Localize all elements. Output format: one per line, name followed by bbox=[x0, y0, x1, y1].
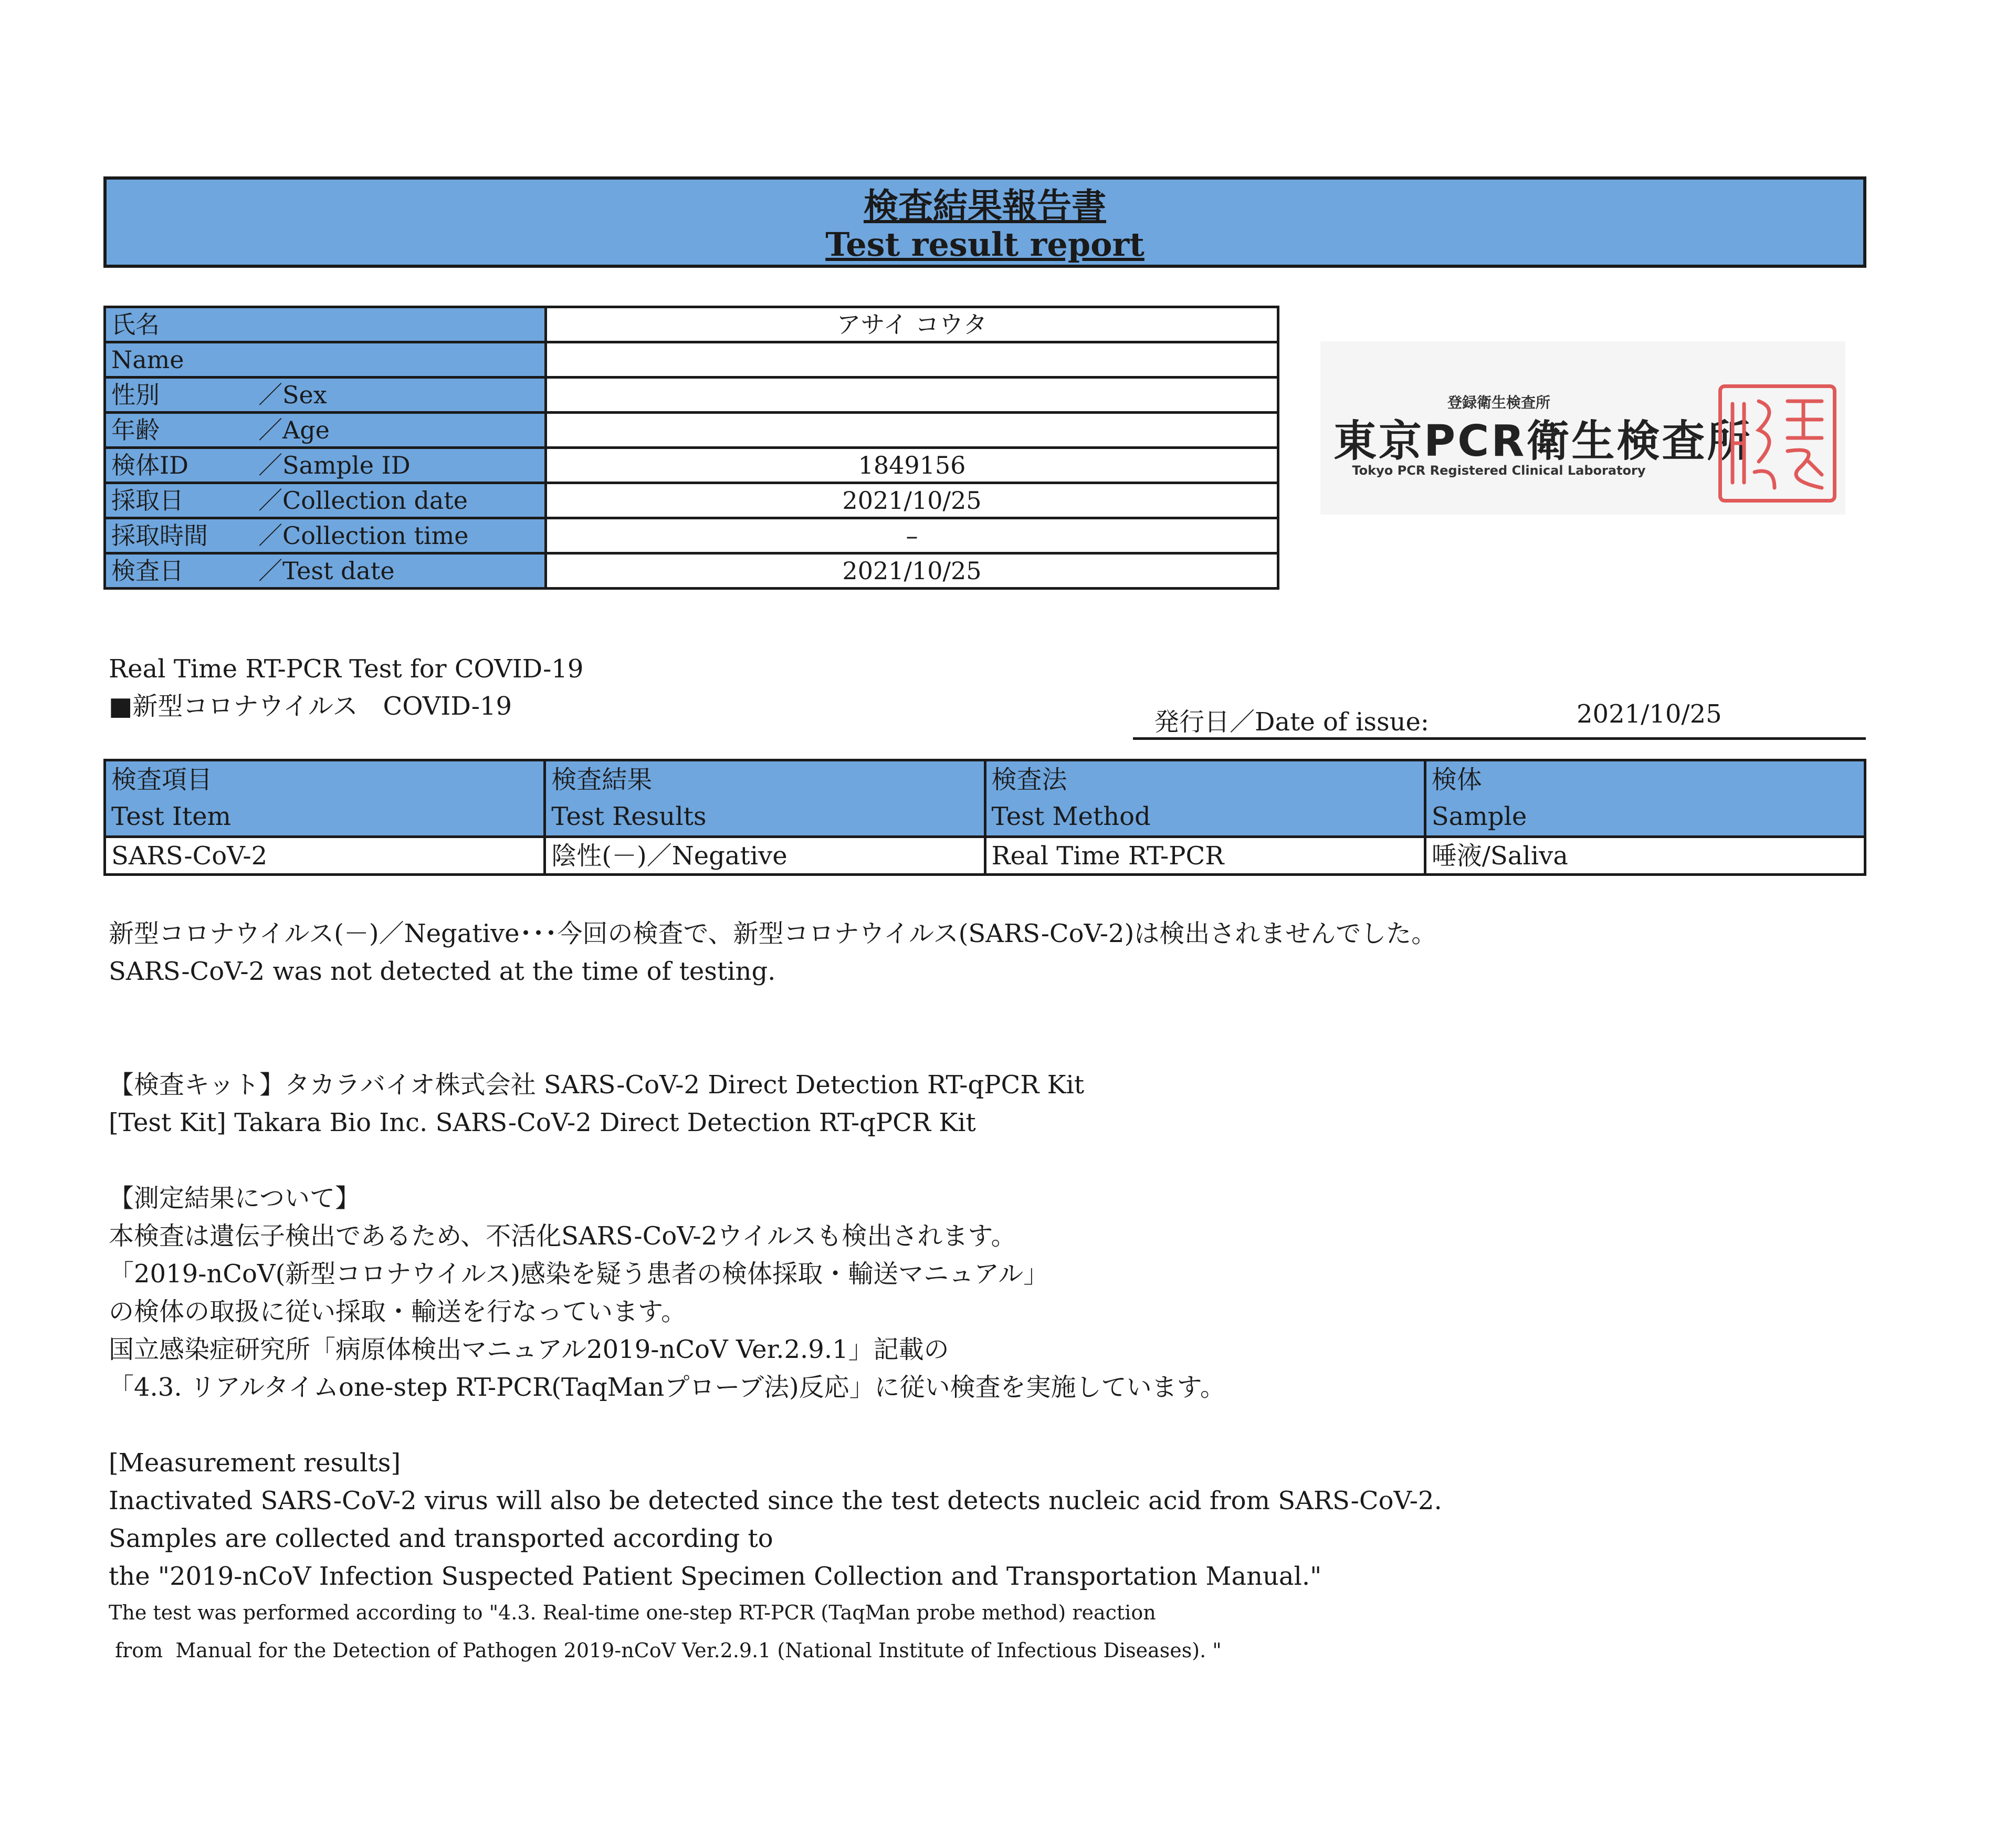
report-title-jp: 検査結果報告書 bbox=[864, 185, 1106, 226]
info-row-age bbox=[105, 413, 1278, 448]
info-row-test-date bbox=[105, 553, 1278, 589]
measurement-line-en: Samples are collected and transported according to bbox=[109, 1524, 773, 1553]
lab-logo-name: 東京PCR衛生検査所 bbox=[1334, 416, 1752, 466]
test-kit-en: [Test Kit] Takara Bio Inc. SARS-CoV-2 Direct Detection RT-qPCR Kit bbox=[109, 1108, 976, 1137]
lab-logo-small-text: 登録衛生検査所 bbox=[1447, 394, 1550, 411]
header-test-results: 検査結果 Test Results bbox=[545, 760, 985, 837]
header-sample: 検体 Sample bbox=[1425, 760, 1865, 837]
result-test-item: SARS-CoV-2 bbox=[105, 837, 545, 875]
label-en: ／Collection time bbox=[258, 521, 469, 550]
info-label bbox=[105, 518, 546, 553]
header-test-method: 検査法 Test Method bbox=[985, 760, 1425, 837]
test-name-line: Real Time RT-PCR Test for COVID-19 bbox=[109, 654, 584, 684]
measurement-note-en: The test was performed according to "4.3. Real-time one-step RT-PCR (TaqMan probe method) reaction bbox=[109, 1601, 1156, 1624]
test-kit-jp: 【検査キット】タカラバイオ株式会社 SARS-CoV-2 Direct Detection RT-qPCR Kit bbox=[109, 1070, 1085, 1100]
label-jp: 検査日 bbox=[111, 557, 184, 585]
measurement-line-jp: 「4.3. リアルタイムone-step RT-PCR(TaqManプローブ法)反応」に従い検査を実施しています。 bbox=[109, 1373, 1225, 1402]
result-method: Real Time RT-PCR bbox=[985, 837, 1425, 875]
measurement-note-en: from Manual for the Detection of Pathogen 2019-nCoV Ver.2.9.1 (National Institute of Infectious Diseases). " bbox=[109, 1639, 1222, 1662]
collection-time-value: – bbox=[546, 518, 1278, 553]
test-results-table bbox=[103, 759, 1866, 876]
info-label bbox=[105, 413, 546, 448]
seal-icon bbox=[1722, 388, 1833, 499]
measurement-line-jp: 本検査は遺伝子検出であるため、不活化SARS-CoV-2ウイルスも検出されます。 bbox=[109, 1221, 1016, 1251]
measurement-line-jp: 国立感染症研究所「病原体検出マニュアル2019-nCoV Ver.2.9.1」記載の bbox=[109, 1335, 949, 1364]
measurement-heading-jp: 【測定結果について】 bbox=[109, 1184, 361, 1213]
date-of-issue bbox=[1133, 699, 1866, 740]
measurement-line-jp: の検体の取扱に従い採取・輸送を行なっています。 bbox=[109, 1297, 687, 1326]
measurement-line-en: the "2019-nCoV Infection Suspected Patient Specimen Collection and Transportation Manual." bbox=[109, 1562, 1322, 1591]
company-seal-icon bbox=[1718, 384, 1836, 503]
label-jp: 氏名 bbox=[111, 310, 160, 339]
label-jp: 検体ID bbox=[111, 451, 189, 479]
label-jp: Name bbox=[111, 346, 184, 374]
sample-id-value: 1849156 bbox=[546, 448, 1278, 483]
info-label bbox=[105, 448, 546, 483]
summary-en: SARS-CoV-2 was not detected at the time of testing. bbox=[109, 957, 776, 986]
info-label bbox=[105, 553, 546, 589]
info-row-name-jp bbox=[105, 307, 1278, 342]
age-value bbox=[546, 413, 1278, 448]
label-en: ／Collection date bbox=[258, 486, 468, 515]
info-row-name-en bbox=[105, 342, 1278, 378]
results-row bbox=[105, 837, 1865, 875]
report-title-en: Test result report bbox=[825, 225, 1144, 264]
header-test-item: 検査項目 Test Item bbox=[105, 760, 545, 837]
label-jp: 採取日 bbox=[111, 486, 184, 515]
label-jp: 年齢 bbox=[111, 416, 160, 444]
patient-info-table bbox=[103, 306, 1279, 590]
measurement-heading-en: [Measurement results] bbox=[109, 1448, 401, 1478]
label-jp: 採取時間 bbox=[111, 521, 208, 550]
result-value: 陰性(－)／Negative bbox=[545, 837, 985, 875]
label-en: ／Sex bbox=[258, 381, 327, 409]
report-title-banner bbox=[103, 176, 1866, 268]
summary-jp: 新型コロナウイルス(－)／Negative･･･今回の検査で、新型コロナウイルス(SARS-CoV-2)は検出されませんでした。 bbox=[109, 919, 1437, 948]
info-row-sex bbox=[105, 378, 1278, 413]
info-row-collection-date bbox=[105, 483, 1278, 518]
name-value bbox=[546, 342, 1278, 378]
collection-date-value: 2021/10/25 bbox=[546, 483, 1278, 518]
lab-logo bbox=[1320, 341, 1845, 515]
results-header-row bbox=[105, 760, 1865, 837]
info-label bbox=[105, 483, 546, 518]
label-jp: 性別 bbox=[111, 381, 160, 409]
label-en: ／Test date bbox=[258, 557, 395, 585]
test-date-value: 2021/10/25 bbox=[546, 553, 1278, 589]
measurement-line-en: Inactivated SARS-CoV-2 virus will also be detected since the test detects nucleic acid from SARS-CoV-2. bbox=[109, 1486, 1442, 1515]
info-label bbox=[105, 378, 546, 413]
info-row-collection-time bbox=[105, 518, 1278, 553]
label-en: ／Age bbox=[258, 416, 330, 444]
info-label bbox=[105, 307, 546, 342]
info-row-sample-id bbox=[105, 448, 1278, 483]
lab-logo-english: Tokyo PCR Registered Clinical Laboratory bbox=[1352, 463, 1646, 478]
info-label bbox=[105, 342, 546, 378]
sex-value bbox=[546, 378, 1278, 413]
result-sample: 唾液/Saliva bbox=[1425, 837, 1865, 875]
issue-date-label: 発行日／Date of issue: bbox=[1154, 707, 1430, 737]
label-en: ／Sample ID bbox=[258, 451, 411, 479]
virus-name-line: ■新型コロナウイルス COVID-19 bbox=[109, 692, 512, 721]
patient-name-value: アサイ コウタ bbox=[546, 307, 1278, 342]
issue-date-value: 2021/10/25 bbox=[1577, 699, 1722, 729]
measurement-line-jp: 「2019-nCoV(新型コロナウイルス)感染を疑う患者の検体採取・輸送マニュアル」 bbox=[109, 1259, 1049, 1289]
